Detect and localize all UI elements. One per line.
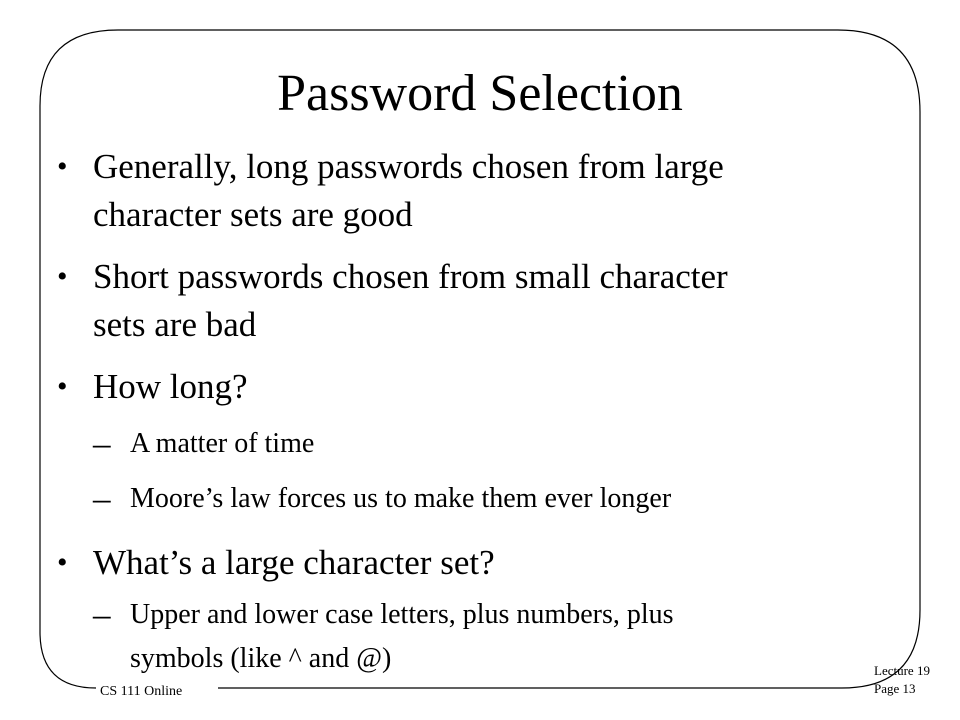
bullet-line: Generally, long passwords chosen from large — [93, 147, 724, 186]
bullet-marker: • — [57, 150, 68, 183]
bullet-line: sets are bad — [93, 305, 257, 344]
bullet-marker: • — [57, 546, 68, 579]
sub-bullet-line: Upper and lower case letters, plus numbers, plus — [130, 599, 674, 630]
bullet-line: What’s a large character set? — [93, 543, 495, 582]
sub-bullet-line: A matter of time — [130, 428, 315, 459]
course-label: CS 111 Online — [100, 684, 183, 699]
dash-marker: – — [93, 595, 111, 634]
bullet-marker: • — [57, 370, 68, 403]
bullet-line: character sets are good — [93, 195, 413, 234]
dash-marker: – — [93, 479, 111, 518]
bullet-line: Short passwords chosen from small character — [93, 257, 728, 296]
lecture-info — [874, 662, 930, 698]
sub-bullet-line: Moore’s law forces us to make them ever longer — [130, 483, 672, 514]
lecture-number: Lecture 19 — [874, 663, 930, 678]
page-number: Page 13 — [874, 681, 916, 696]
dash-marker: – — [93, 424, 111, 463]
slide-title: Password Selection — [277, 65, 683, 122]
bullet-line: How long? — [93, 367, 248, 406]
sub-bullet-line: symbols (like ^ and @) — [130, 643, 392, 674]
bullet-marker: • — [57, 260, 68, 293]
